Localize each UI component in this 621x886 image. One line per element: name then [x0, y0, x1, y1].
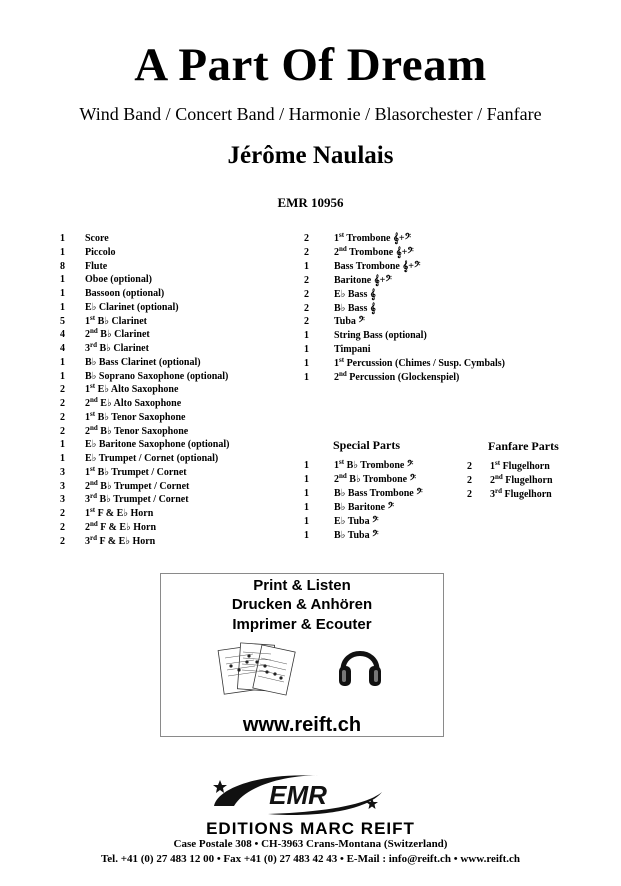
part-quantity: 1: [60, 370, 65, 382]
part-quantity: 2: [304, 316, 309, 328]
part-quantity: 5: [60, 315, 65, 327]
part-name: 1st E♭ Alto Saxophone: [85, 382, 179, 396]
part-name: 1st F & E♭ Horn: [85, 506, 154, 519]
part-name: Baritone 𝄞+𝄢: [334, 274, 392, 286]
composer-name: Jérôme Naulais: [227, 142, 394, 169]
part-name: 1st B♭ Trumpet / Cornet: [85, 464, 187, 478]
emr-logo-icon: [208, 770, 388, 820]
part-name: B♭ Bass 𝄞: [334, 302, 376, 314]
part-name: Bassoon (optional): [85, 288, 165, 299]
part-name: Score: [85, 233, 109, 244]
part-quantity: 2: [304, 246, 309, 258]
part-name: 1st Percussion (Chimes / Susp. Cymbals): [334, 356, 506, 370]
part-quantity: 2: [60, 411, 65, 423]
part-quantity: 2: [60, 384, 65, 396]
ensemble-subtitle: Wind Band / Concert Band / Harmonie / Blasorchester / Fanfare: [79, 104, 542, 124]
part-quantity: 2: [304, 288, 309, 300]
footer-contact: Tel. +41 (0) 27 483 12 00 • Fax +41 (0) 27 483 42 43 • E-Mail : info@reift.ch • www.reift.ch: [100, 853, 521, 865]
part-quantity: 2: [304, 274, 309, 286]
part-name: E♭ Tuba 𝄢: [334, 515, 379, 527]
part-name: String Bass (optional): [334, 330, 427, 342]
part-name: Bass Trombone 𝄞+𝄢: [334, 260, 421, 272]
part-name: 2nd F & E♭ Horn: [85, 519, 157, 533]
part-name: B♭ Baritone 𝄢: [334, 501, 395, 513]
part-name: 2nd B♭ Tenor Saxophone: [85, 423, 189, 437]
part-name: 2nd B♭ Clarinet: [85, 327, 150, 341]
part-quantity: 2: [60, 425, 65, 437]
part-quantity: 1: [304, 260, 309, 272]
part-quantity: 1: [60, 453, 65, 464]
part-quantity: 1: [60, 246, 65, 258]
part-name: B♭ Tuba 𝄢: [334, 529, 379, 541]
part-name: 2nd B♭ Trombone 𝄢: [334, 471, 417, 485]
part-quantity: 1: [304, 473, 309, 485]
part-quantity: 2: [60, 535, 65, 547]
catalog-number: EMR 10956: [277, 195, 344, 210]
part-quantity: 8: [60, 260, 65, 272]
part-name: 3rd B♭ Trumpet / Cornet: [85, 492, 189, 506]
part-name: 3rd B♭ Clarinet: [85, 341, 149, 354]
part-quantity: 1: [60, 288, 65, 299]
part-quantity: 1: [304, 372, 309, 383]
part-name: 1st B♭ Clarinet: [85, 313, 147, 327]
part-name: B♭ Bass Clarinet (optional): [85, 356, 201, 368]
part-quantity: 1: [60, 439, 65, 451]
part-quantity: 2: [60, 521, 65, 533]
part-quantity: 2: [467, 474, 472, 486]
part-name: E♭ Baritone Saxophone (optional): [85, 439, 230, 451]
part-quantity: 1: [304, 515, 309, 527]
part-name: B♭ Soprano Saxophone (optional): [85, 370, 229, 382]
part-quantity: 1: [304, 344, 309, 356]
part-quantity: 1: [60, 274, 65, 286]
part-name: E♭ Clarinet (optional): [85, 301, 179, 313]
part-quantity: 2: [60, 398, 65, 409]
part-name: Tuba 𝄢: [334, 316, 365, 328]
part-name: 3rd Flugelhorn: [490, 486, 552, 500]
part-quantity: 1: [304, 501, 309, 513]
part-quantity: 1: [60, 356, 65, 368]
logo-mark: EMR: [269, 780, 327, 810]
part-quantity: 1: [60, 233, 65, 244]
part-quantity: 2: [60, 508, 65, 519]
part-name: 2nd Flugelhorn: [490, 472, 553, 486]
part-name: Flute: [85, 260, 108, 272]
part-name: E♭ Trumpet / Cornet (optional): [85, 453, 219, 464]
page-title: A Part Of Dream: [134, 39, 487, 91]
part-quantity: 2: [467, 488, 472, 500]
part-quantity: 4: [60, 329, 65, 341]
part-quantity: 1: [304, 460, 309, 471]
part-quantity: 3: [60, 494, 65, 506]
part-name: 1st B♭ Tenor Saxophone: [85, 409, 186, 423]
part-quantity: 1: [304, 529, 309, 541]
website-link[interactable]: www.reift.ch: [242, 714, 362, 736]
part-quantity: 1: [304, 330, 309, 342]
part-quantity: 2: [304, 233, 309, 244]
part-quantity: 1: [60, 301, 65, 313]
sheet-music-icon: [217, 640, 297, 698]
part-name: B♭ Bass Trombone 𝄢: [334, 487, 423, 499]
part-name: 1st B♭ Trombone 𝄢: [334, 458, 414, 471]
part-name: 2nd B♭ Trumpet / Cornet: [85, 478, 190, 492]
part-quantity: 3: [60, 466, 65, 478]
part-name: Oboe (optional): [85, 274, 152, 286]
headphones-icon: [337, 640, 383, 692]
part-name: 1st Trombone 𝄞+𝄢: [334, 231, 411, 244]
publisher-name: EDITIONS MARC REIFT: [206, 819, 415, 838]
footer-address: Case Postale 308 • CH-3963 Crans-Montana (Switzerland): [173, 838, 448, 850]
part-quantity: 1: [304, 487, 309, 499]
special-parts-heading: Special Parts: [333, 438, 400, 452]
promo-line-3: Imprimer & Ecouter: [232, 616, 372, 633]
part-quantity: 4: [60, 343, 65, 354]
promo-line-1: Print & Listen: [253, 577, 351, 594]
fanfare-parts-heading: Fanfare Parts: [488, 439, 559, 453]
part-quantity: 2: [304, 302, 309, 314]
part-name: E♭ Bass 𝄞: [334, 288, 376, 300]
part-quantity: 1: [304, 358, 309, 370]
part-name: 2nd Percussion (Glockenspiel): [334, 370, 460, 383]
part-name: 2nd Trombone 𝄞+𝄢: [334, 244, 414, 258]
part-name: 2nd E♭ Alto Saxophone: [85, 396, 182, 409]
part-quantity: 3: [60, 480, 65, 492]
part-name: Piccolo: [85, 246, 116, 258]
part-name: Timpani: [334, 344, 371, 356]
promo-line-2: Drucken & Anhören: [231, 596, 373, 613]
part-name: 3rd F & E♭ Horn: [85, 533, 156, 547]
print-listen-box[interactable]: [160, 573, 444, 737]
part-name: 1st Flugelhorn: [490, 459, 550, 472]
part-quantity: 2: [467, 461, 472, 472]
